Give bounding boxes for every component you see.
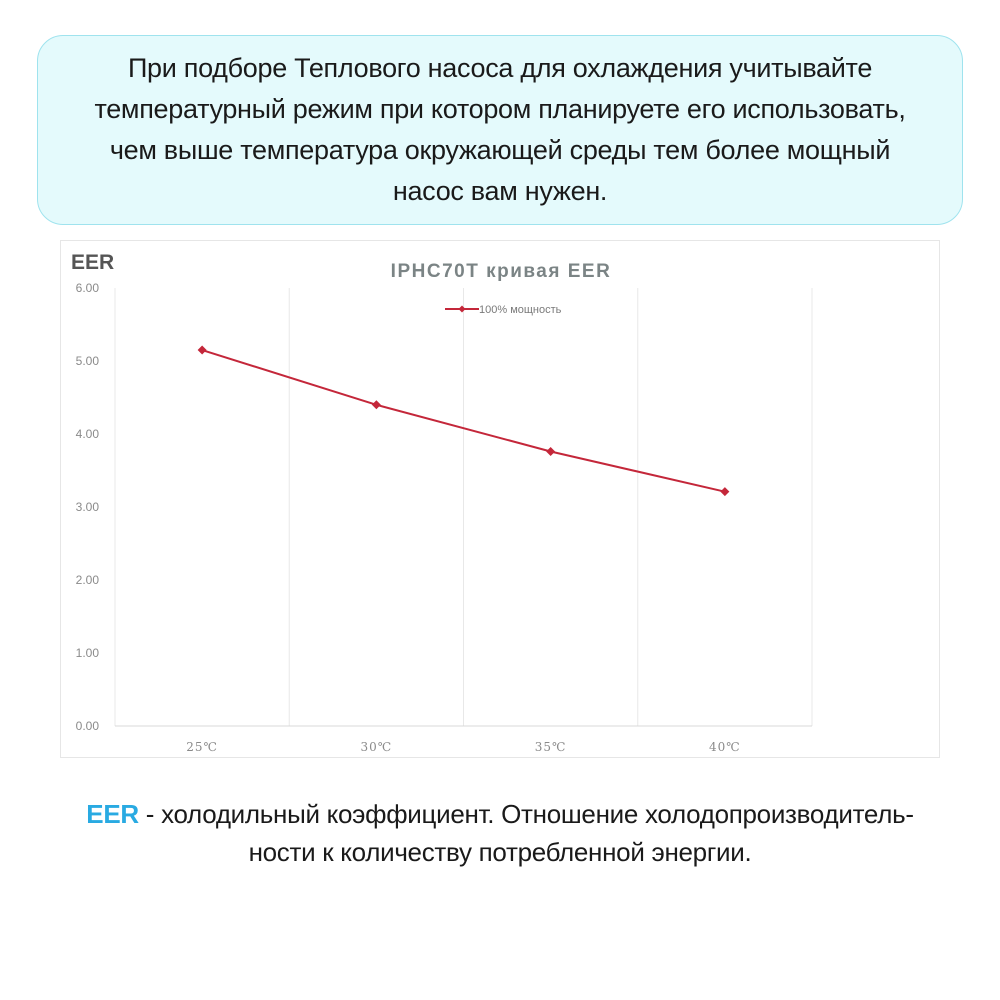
legend-label: 100% мощность	[479, 304, 562, 316]
y-axis-label: EER	[71, 251, 115, 274]
data-point	[198, 346, 207, 355]
y-tick-label: 0.00	[75, 719, 99, 733]
legend-marker	[459, 306, 466, 313]
info-line: насос вам нужен.	[392, 176, 608, 206]
y-tick-label: 5.00	[75, 354, 99, 368]
x-tick-label: 30℃	[360, 740, 393, 754]
y-tick-label: 6.00	[75, 281, 99, 295]
chart-frame	[60, 240, 940, 758]
info-line: чем выше температура окружающей среды тем более мощный	[109, 135, 891, 165]
x-tick-label: 35℃	[534, 740, 567, 754]
x-tick-label: 25℃	[186, 740, 218, 754]
footer-text-1: - холодильный коэффициент. Отношение холодопроизводитель-	[138, 799, 914, 829]
y-tick-label: 1.00	[75, 646, 99, 660]
y-tick-label: 4.00	[75, 427, 99, 441]
chart-title: IPHC70T кривая EER	[390, 261, 612, 282]
data-point	[372, 400, 381, 409]
data-point	[546, 447, 555, 456]
data-point	[720, 487, 729, 496]
footer-line-2: ности к количеству потребленной энергии.	[248, 837, 752, 867]
y-tick-label: 2.00	[75, 573, 99, 587]
footer-definition	[0, 795, 1000, 871]
eer-chart	[61, 241, 941, 759]
x-tick-label: 40℃	[709, 740, 741, 754]
footer-line-1	[0, 795, 1000, 833]
eer-term: EER	[86, 799, 139, 829]
info-box	[37, 35, 963, 225]
y-tick-label: 3.00	[75, 500, 99, 514]
info-line: температурный режим при котором планируете его использовать,	[94, 94, 906, 124]
info-line: При подборе Теплового насоса для охлаждения учитывайте	[127, 53, 873, 83]
